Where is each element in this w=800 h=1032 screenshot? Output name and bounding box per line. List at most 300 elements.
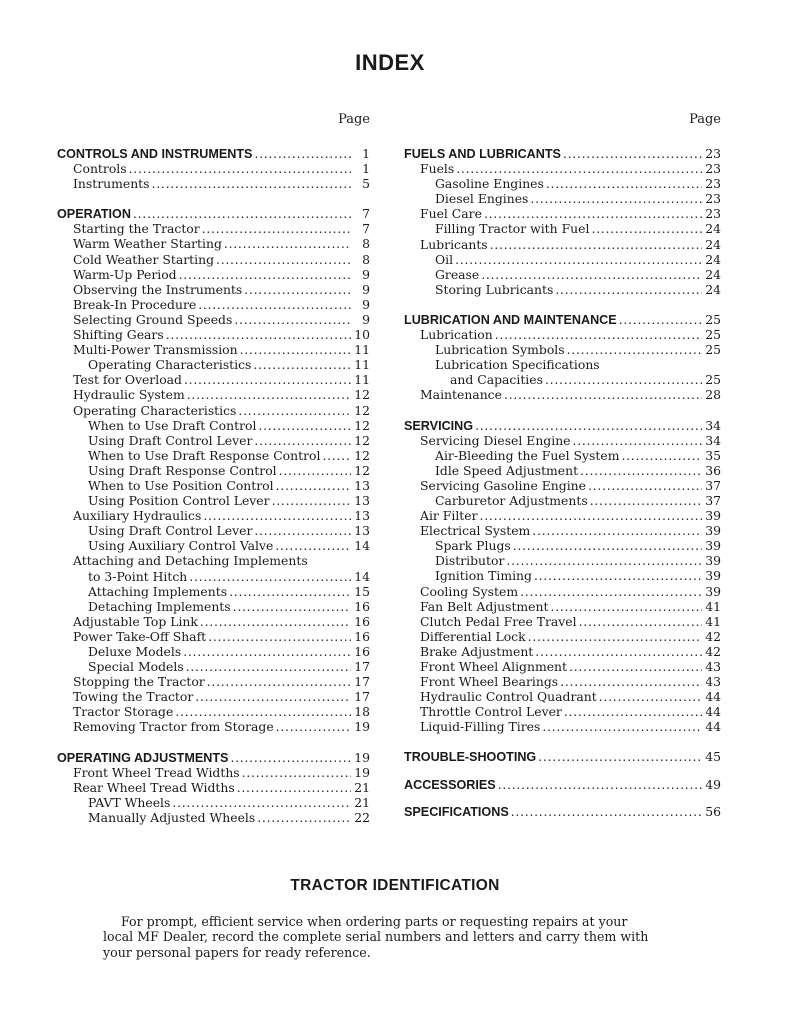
entry-page-number: 19	[354, 764, 370, 780]
entry-label: PAVT Wheels	[88, 794, 171, 810]
dot-leader	[563, 146, 702, 161]
index-entry	[404, 176, 721, 191]
entry-label: Grease	[435, 266, 480, 282]
dot-leader	[272, 493, 351, 508]
dot-leader	[534, 568, 702, 583]
entry-label: Throttle Control Lever	[420, 704, 562, 720]
entry-label: Differential Lock	[420, 628, 526, 644]
identification-line: local MF Dealer, record the complete serial numbers and letters and carry them with	[103, 929, 649, 945]
index-entry	[57, 765, 370, 780]
entry-page-number: 25	[705, 311, 721, 327]
index-entry	[404, 237, 721, 252]
entry-label: CONTROLS AND INSTRUMENTS	[57, 147, 253, 161]
entry-label: ACCESSORIES	[404, 777, 496, 792]
dot-leader	[580, 463, 702, 478]
entry-page-number: 16	[354, 613, 370, 629]
dot-leader	[179, 267, 351, 282]
entry-page-number: 44	[705, 704, 721, 720]
entry-label: Test for Overload	[73, 372, 182, 388]
index-entry	[57, 221, 370, 236]
section-spacer	[57, 735, 370, 750]
dot-leader	[189, 569, 351, 584]
dot-leader	[276, 719, 351, 734]
index-entry	[57, 810, 370, 825]
dot-leader	[538, 749, 702, 764]
dot-leader	[455, 252, 702, 267]
entry-page-number: 9	[362, 296, 370, 312]
entry-label: Ignition Timing	[435, 568, 532, 584]
dot-leader	[257, 810, 351, 825]
entry-page-number: 42	[705, 628, 721, 644]
entry-page-number: 36	[705, 462, 721, 478]
index-entry	[404, 493, 721, 508]
dot-leader	[532, 523, 702, 538]
entry-label: Special Models	[88, 659, 184, 675]
dot-leader	[254, 433, 351, 448]
dot-leader	[588, 478, 702, 493]
dot-leader	[530, 191, 702, 206]
index-entry	[404, 659, 721, 674]
entry-page-number: 24	[705, 221, 721, 237]
index-entry	[404, 614, 721, 629]
index-entry	[404, 327, 721, 342]
index-entry	[57, 372, 370, 387]
entry-page-number: 8	[362, 236, 370, 252]
index-section-heading	[404, 418, 721, 433]
section-spacer	[404, 765, 721, 777]
entry-label: When to Use Position Control	[88, 477, 274, 493]
entry-label: Front Wheel Bearings	[420, 674, 559, 690]
entry-label: Front Wheel Tread Widths	[73, 764, 240, 780]
entry-label: Maintenance	[420, 387, 502, 403]
index-entry	[57, 599, 370, 614]
entry-label: Air Filter	[420, 508, 478, 524]
index-right-column	[404, 112, 721, 819]
entry-label: Adjustable Top Link	[73, 613, 198, 629]
entry-label: Break-In Procedure	[73, 296, 197, 312]
dot-leader	[542, 719, 702, 734]
entry-page-number: 1	[362, 161, 370, 177]
dot-leader	[555, 282, 702, 297]
index-entry	[404, 282, 721, 297]
entry-page-number: 34	[705, 417, 721, 433]
entry-label: Warm Weather Starting	[73, 236, 222, 252]
entry-page-number: 12	[354, 447, 370, 463]
entry-page-number: 25	[705, 327, 721, 343]
entry-label: Clutch Pedal Free Travel	[420, 613, 577, 629]
entry-page-number: 41	[705, 598, 721, 614]
index-entry	[57, 267, 370, 282]
index-section-heading	[57, 206, 370, 221]
entry-label: Storing Lubricants	[435, 281, 554, 297]
dot-leader	[535, 644, 702, 659]
entry-page-number: 23	[705, 176, 721, 192]
entry-label: Using Auxiliary Control Valve	[88, 538, 274, 554]
dot-leader	[322, 448, 351, 463]
entry-label: OPERATION	[57, 207, 131, 222]
entry-label: Oil	[435, 251, 454, 267]
entry-page-number: 39	[705, 553, 721, 569]
index-entry	[57, 433, 370, 448]
index-section-heading	[57, 750, 370, 765]
dot-leader	[579, 614, 702, 629]
entry-page-number: 15	[354, 583, 370, 599]
entry-label: Idle Speed Adjustment	[435, 462, 579, 478]
dot-leader	[202, 221, 351, 236]
entry-page-number: 13	[354, 477, 370, 493]
entry-label: Detaching Implements	[88, 598, 231, 614]
entry-label: and Capacities	[450, 372, 543, 388]
dot-leader	[254, 523, 351, 538]
index-entry	[404, 538, 721, 553]
entry-label: Brake Adjustment	[420, 643, 534, 659]
dot-leader	[258, 418, 351, 433]
entry-label: LUBRICATION AND MAINTENANCE	[404, 312, 617, 327]
index-entry	[404, 357, 721, 372]
index-entry	[57, 493, 370, 508]
entry-label: Using Position Control Lever	[88, 493, 270, 509]
entry-page-number: 17	[354, 689, 370, 705]
section-spacer	[404, 792, 721, 804]
dot-leader	[166, 327, 351, 342]
entry-page-number: 24	[705, 266, 721, 282]
dot-leader	[224, 236, 351, 251]
entry-page-number: 17	[354, 674, 370, 690]
page-column-heading-right: Page	[689, 112, 721, 127]
entry-page-number: 21	[354, 779, 370, 795]
index-entry	[404, 448, 721, 463]
index-entry	[57, 387, 370, 402]
dot-leader	[498, 777, 702, 792]
entry-label: Diesel Engines	[435, 191, 529, 207]
entry-label: Spark Plugs	[435, 538, 511, 554]
entry-page-number: 41	[705, 613, 721, 629]
index-entry	[57, 463, 370, 478]
entry-page-number: 18	[354, 704, 370, 720]
entry-label: Manually Adjusted Wheels	[88, 809, 256, 825]
entry-label: Lubricants	[420, 236, 488, 252]
entry-label: Fuels	[420, 161, 455, 177]
entry-label: Warm-Up Period	[73, 266, 177, 282]
index-entry	[404, 221, 721, 236]
left-entries	[57, 146, 370, 825]
index-entry	[404, 372, 721, 387]
index-entry	[57, 478, 370, 493]
index-entry	[404, 508, 721, 523]
dot-leader	[550, 599, 702, 614]
entry-label: FUELS AND LUBRICANTS	[404, 147, 561, 161]
tractor-identification-title: TRACTOR IDENTIFICATION	[290, 877, 500, 894]
index-entry	[57, 418, 370, 433]
entry-label: When to Use Draft Response Control	[88, 447, 321, 463]
entry-page-number: 7	[362, 206, 370, 222]
entry-page-number: 8	[362, 251, 370, 267]
entry-label: Fuel Care	[420, 206, 482, 222]
dot-leader	[456, 161, 702, 176]
index-section-heading	[404, 749, 721, 764]
entry-label: Operating Characteristics	[88, 357, 252, 373]
entry-label: Servicing Diesel Engine	[420, 432, 571, 448]
entry-label: Cooling System	[420, 583, 519, 599]
dot-leader	[187, 387, 351, 402]
dot-leader	[484, 206, 702, 221]
index-entry	[57, 176, 370, 191]
entry-page-number: 9	[362, 311, 370, 327]
index-entry	[57, 569, 370, 584]
entry-page-number: 43	[705, 659, 721, 674]
dot-leader	[513, 538, 702, 553]
entry-page-number: 11	[354, 372, 370, 388]
entry-label: Using Draft Response Control	[88, 462, 277, 478]
index-entry	[404, 191, 721, 206]
entry-page-number: 43	[705, 674, 721, 690]
dot-leader	[276, 478, 351, 493]
dot-leader	[129, 161, 351, 176]
dot-leader	[216, 252, 351, 267]
right-entries	[404, 146, 721, 819]
entry-page-number: 10	[354, 327, 370, 343]
entry-label: Multi-Power Transmission	[73, 342, 238, 358]
dot-leader	[528, 629, 702, 644]
entry-label: Lubrication Specifications	[435, 357, 600, 373]
dot-leader	[195, 689, 351, 704]
index-left-column	[57, 112, 370, 825]
section-spacer	[404, 297, 721, 312]
index-entry	[404, 478, 721, 493]
dot-leader	[567, 342, 702, 357]
index-entry	[57, 629, 370, 644]
entry-page-number: 13	[354, 493, 370, 509]
index-entry	[404, 463, 721, 478]
index-entry	[404, 433, 721, 448]
entry-page-number: 24	[705, 281, 721, 297]
entry-page-number: 23	[705, 146, 721, 161]
entry-label: Deluxe Models	[88, 644, 182, 659]
index-entry	[57, 403, 370, 418]
dot-leader	[240, 342, 351, 357]
entry-label: Attaching Implements	[88, 583, 228, 599]
index-section-heading	[404, 804, 721, 819]
index-entry	[57, 161, 370, 176]
entry-page-number: 39	[705, 568, 721, 584]
entry-page-number: 9	[362, 266, 370, 282]
entry-label: Servicing Gasoline Engine	[420, 477, 586, 493]
entry-page-number: 23	[705, 206, 721, 222]
entry-label: Lubrication Symbols	[435, 342, 565, 358]
entry-label: Gasoline Engines	[435, 176, 544, 192]
entry-page-number: 44	[705, 689, 721, 705]
entry-page-number: 25	[705, 372, 721, 388]
entry-page-number: 37	[705, 477, 721, 493]
entry-label: Observing the Instruments	[73, 281, 243, 297]
index-entry	[404, 704, 721, 719]
entry-page-number: 19	[354, 749, 370, 765]
entry-page-number: 12	[354, 462, 370, 478]
dot-leader	[175, 704, 351, 719]
dot-leader	[546, 176, 702, 191]
entry-label: Operating Characteristics	[73, 402, 237, 418]
entry-page-number: 17	[354, 659, 370, 675]
dot-leader	[207, 674, 351, 689]
index-entry	[57, 327, 370, 342]
index-entry	[57, 508, 370, 523]
entry-page-number: 14	[354, 538, 370, 554]
dot-leader	[564, 704, 702, 719]
index-title: INDEX	[355, 50, 425, 75]
entry-page-number: 16	[354, 628, 370, 644]
entry-page-number: 23	[705, 161, 721, 177]
entry-page-number: 12	[354, 432, 370, 448]
index-section-heading	[404, 777, 721, 792]
entry-page-number: 42	[705, 643, 721, 659]
dot-leader	[275, 538, 351, 553]
index-entry	[57, 780, 370, 795]
section-spacer	[404, 403, 721, 418]
entry-label: When to Use Draft Control	[88, 417, 257, 433]
entry-page-number: 19	[354, 719, 370, 735]
dot-leader	[200, 614, 351, 629]
entry-page-number: 34	[705, 432, 721, 448]
entry-label: Rear Wheel Tread Widths	[73, 779, 235, 795]
entry-label: Fan Belt Adjustment	[420, 598, 549, 614]
entry-label: Starting the Tractor	[73, 221, 200, 237]
index-entry	[57, 297, 370, 312]
entry-page-number: 28	[705, 387, 721, 403]
entry-page-number: 13	[354, 508, 370, 524]
index-section-heading	[404, 312, 721, 327]
entry-label: Instruments	[73, 176, 150, 192]
index-entry	[57, 674, 370, 689]
dot-leader	[573, 433, 702, 448]
index-entry	[404, 387, 721, 402]
dot-leader	[253, 357, 351, 372]
entry-label: Using Draft Control Lever	[88, 523, 253, 539]
dot-leader	[619, 312, 702, 327]
index-entry	[57, 236, 370, 251]
entry-label: Hydraulic Control Quadrant	[420, 689, 597, 705]
entry-label: Front Wheel Alignment	[420, 659, 567, 674]
index-entry	[404, 719, 721, 734]
dot-leader	[203, 508, 351, 523]
dot-leader	[545, 372, 702, 387]
dot-leader	[233, 599, 351, 614]
entry-label: Selecting Ground Speeds	[73, 311, 233, 327]
index-entry	[404, 161, 721, 176]
dot-leader	[229, 584, 351, 599]
entry-label: Power Take-Off Shaft	[73, 628, 207, 644]
entry-page-number: 9	[362, 281, 370, 297]
dot-leader	[238, 403, 351, 418]
entry-label: OPERATING ADJUSTMENTS	[57, 750, 229, 765]
dot-leader	[183, 644, 351, 659]
index-section-heading	[404, 146, 721, 161]
section-spacer	[57, 191, 370, 206]
entry-page-number: 5	[362, 176, 370, 192]
dot-leader	[490, 237, 702, 252]
index-entry	[57, 312, 370, 327]
index-entry	[404, 629, 721, 644]
dot-leader	[504, 387, 702, 402]
section-spacer	[404, 734, 721, 749]
entry-label: Auxiliary Hydraulics	[73, 508, 202, 524]
entry-page-number: 56	[705, 803, 721, 819]
index-entry	[404, 674, 721, 689]
dot-leader	[208, 629, 351, 644]
index-entry	[404, 644, 721, 659]
entry-label: Shifting Gears	[73, 327, 164, 343]
entry-page-number: 45	[705, 749, 721, 765]
dot-leader	[152, 176, 351, 191]
dot-leader	[569, 659, 702, 674]
entry-page-number: 39	[705, 523, 721, 539]
dot-leader	[254, 146, 351, 161]
index-entry	[404, 267, 721, 282]
entry-page-number: 16	[354, 598, 370, 614]
entry-label: Filling Tractor with Fuel	[435, 221, 590, 237]
entry-label: Stopping the Tractor	[73, 674, 205, 690]
entry-label: Lubrication	[420, 327, 493, 343]
entry-page-number: 7	[362, 221, 370, 237]
dot-leader	[520, 584, 702, 599]
dot-leader	[133, 206, 351, 221]
entry-label: Using Draft Control Lever	[88, 432, 253, 448]
entry-label: Hydraulic System	[73, 387, 185, 403]
entry-page-number: 11	[354, 357, 370, 373]
index-entry	[57, 644, 370, 659]
entry-page-number: 35	[705, 447, 721, 463]
entry-page-number: 39	[705, 508, 721, 524]
entry-label: Carburetor Adjustments	[435, 492, 588, 508]
entry-page-number: 24	[705, 251, 721, 267]
dot-leader	[237, 780, 351, 795]
index-entry	[404, 553, 721, 568]
index-entry	[57, 523, 370, 538]
entry-page-number: 39	[705, 538, 721, 554]
dot-leader	[481, 267, 702, 282]
entry-page-number: 14	[354, 568, 370, 584]
index-entry	[57, 553, 370, 568]
dot-leader	[198, 297, 351, 312]
index-section-heading	[57, 146, 370, 161]
index-entry	[404, 342, 721, 357]
dot-leader	[511, 804, 702, 819]
dot-leader	[230, 750, 351, 765]
dot-leader	[244, 282, 351, 297]
entry-page-number: 12	[354, 387, 370, 403]
dot-leader	[590, 493, 702, 508]
entry-label: Air-Bleeding the Fuel System	[435, 447, 620, 463]
entry-page-number: 11	[354, 342, 370, 358]
dot-leader	[475, 418, 702, 433]
dot-leader	[234, 312, 351, 327]
entry-page-number: 37	[705, 492, 721, 508]
entry-page-number: 1	[362, 146, 370, 161]
entry-label: Cold Weather Starting	[73, 251, 215, 267]
entry-page-number: 49	[705, 776, 721, 792]
index-entry	[57, 659, 370, 674]
entry-label: Controls	[73, 161, 127, 177]
page-column-heading-left: Page	[338, 112, 370, 127]
index-entry	[57, 448, 370, 463]
entry-label: Tractor Storage	[73, 704, 174, 720]
entry-page-number: 16	[354, 644, 370, 659]
index-entry	[57, 282, 370, 297]
entry-page-number: 12	[354, 417, 370, 433]
index-entry	[404, 206, 721, 221]
entry-page-number: 24	[705, 236, 721, 252]
entry-label: Removing Tractor from Storage	[73, 719, 274, 735]
entry-page-number: 25	[705, 342, 721, 358]
